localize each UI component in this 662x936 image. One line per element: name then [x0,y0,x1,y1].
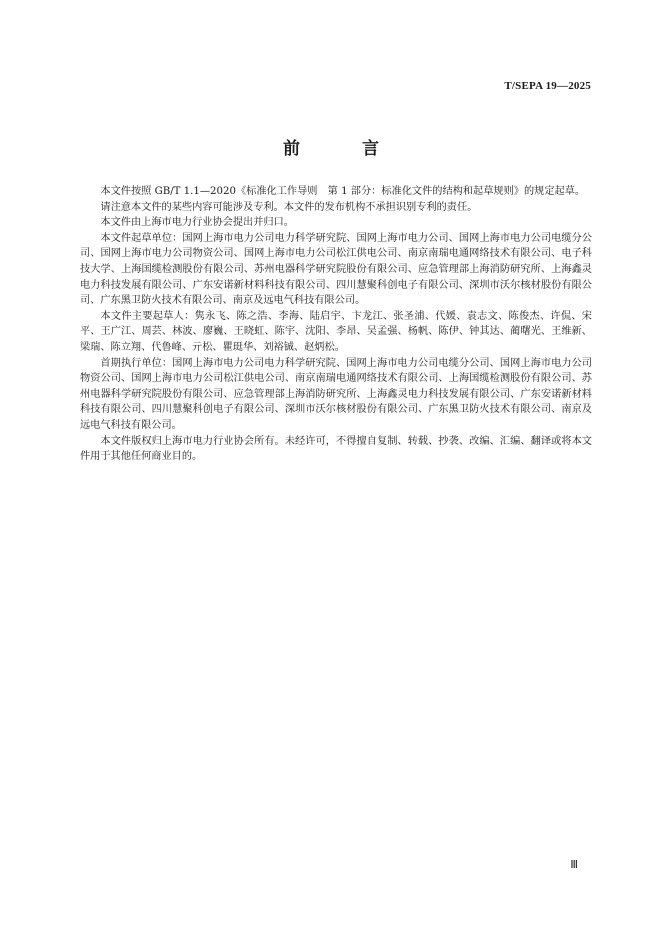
paragraph-drafting-rules: 本文件按照 GB/T 1.1—2020《标准化工作导则 第 1 部分：标准化文件的结构和起草规则》的规定起草。 [100,186,586,197]
paragraph-first-implementers: 首期执行单位：国网上海市电力公司电力科学研究院、国网上海市电力公司电缆分公司、国网上海市电力公司物资公司、国网上海市电力公司松江供电公司、南京南瑞电通网络技术有限公司、上海国缆检测股份有限公司、苏州电器科学研究院股份有限公司、应急管理部上海消防研究所、上海鑫灵电力科技发展有限公司、广东安诺新材料科技有限公司、四川慧聚科创电子有限公司、深圳市沃尔核材股份有限公司、广东黑卫防火技术有限公司、南京及远电气科技有限公司。 [80,357,592,431]
paragraph-drafting-units: 本文件起草单位：国网上海市电力公司电力科学研究院、国网上海市电力公司、国网上海市电力公司电缆分公司、国网上海市电力公司物资公司、国网上海市电力公司松江供电公司、南京南瑞电通网络技术有限公司、电子科技大学、上海国缆检测股份有限公司、苏州电器科学研究院股份有限公司、应急管理部上海消防研究所、上海鑫灵电力科技发展有限公司、广东安诺新材料科技有限公司、四川慧聚科创电子有限公司、深圳市沃尔核材股份有限公司、广东黑卫防火技术有限公司、南京及远电气科技有限公司。 [80,232,592,307]
paragraph-main-drafters: 本文件主要起草人：隽永飞、陈之浩、李海、陆启宇、卞龙江、张圣浦、代媛、袁志文、陈俊杰、许侃、宋平、王广江、周芸、林波、廖巍、王晓虹、陈宇、沈阳、李昂、吴孟强、杨帆、陈伊、钟其达、蔺曙光、王维新、梁瑞、陈立翔、代鲁峰、亓松、瞿珽华、刘裕铖、赵炳松。 [80,310,592,353]
page-number: Ⅲ [570,859,578,871]
standard-code: T/SEPA 19—2025 [504,80,591,92]
foreword-body [80,184,592,465]
page-title: 前 言 [283,139,407,159]
paragraph-proposer: 本文件由上海市电力行业协会提出并归口。 [100,217,294,229]
paragraph-patent-notice: 请注意本文件的某些内容可能涉及专利。本文件的发布机构不承担识别专利的责任。 [100,201,478,213]
paragraph-copyright: 本文件版权归上海市电力行业协会所有。未经许可，不得擅自复制、转载、抄袭、改编、汇编、翻译或将本文件用于其他任何商业目的。 [80,435,592,463]
